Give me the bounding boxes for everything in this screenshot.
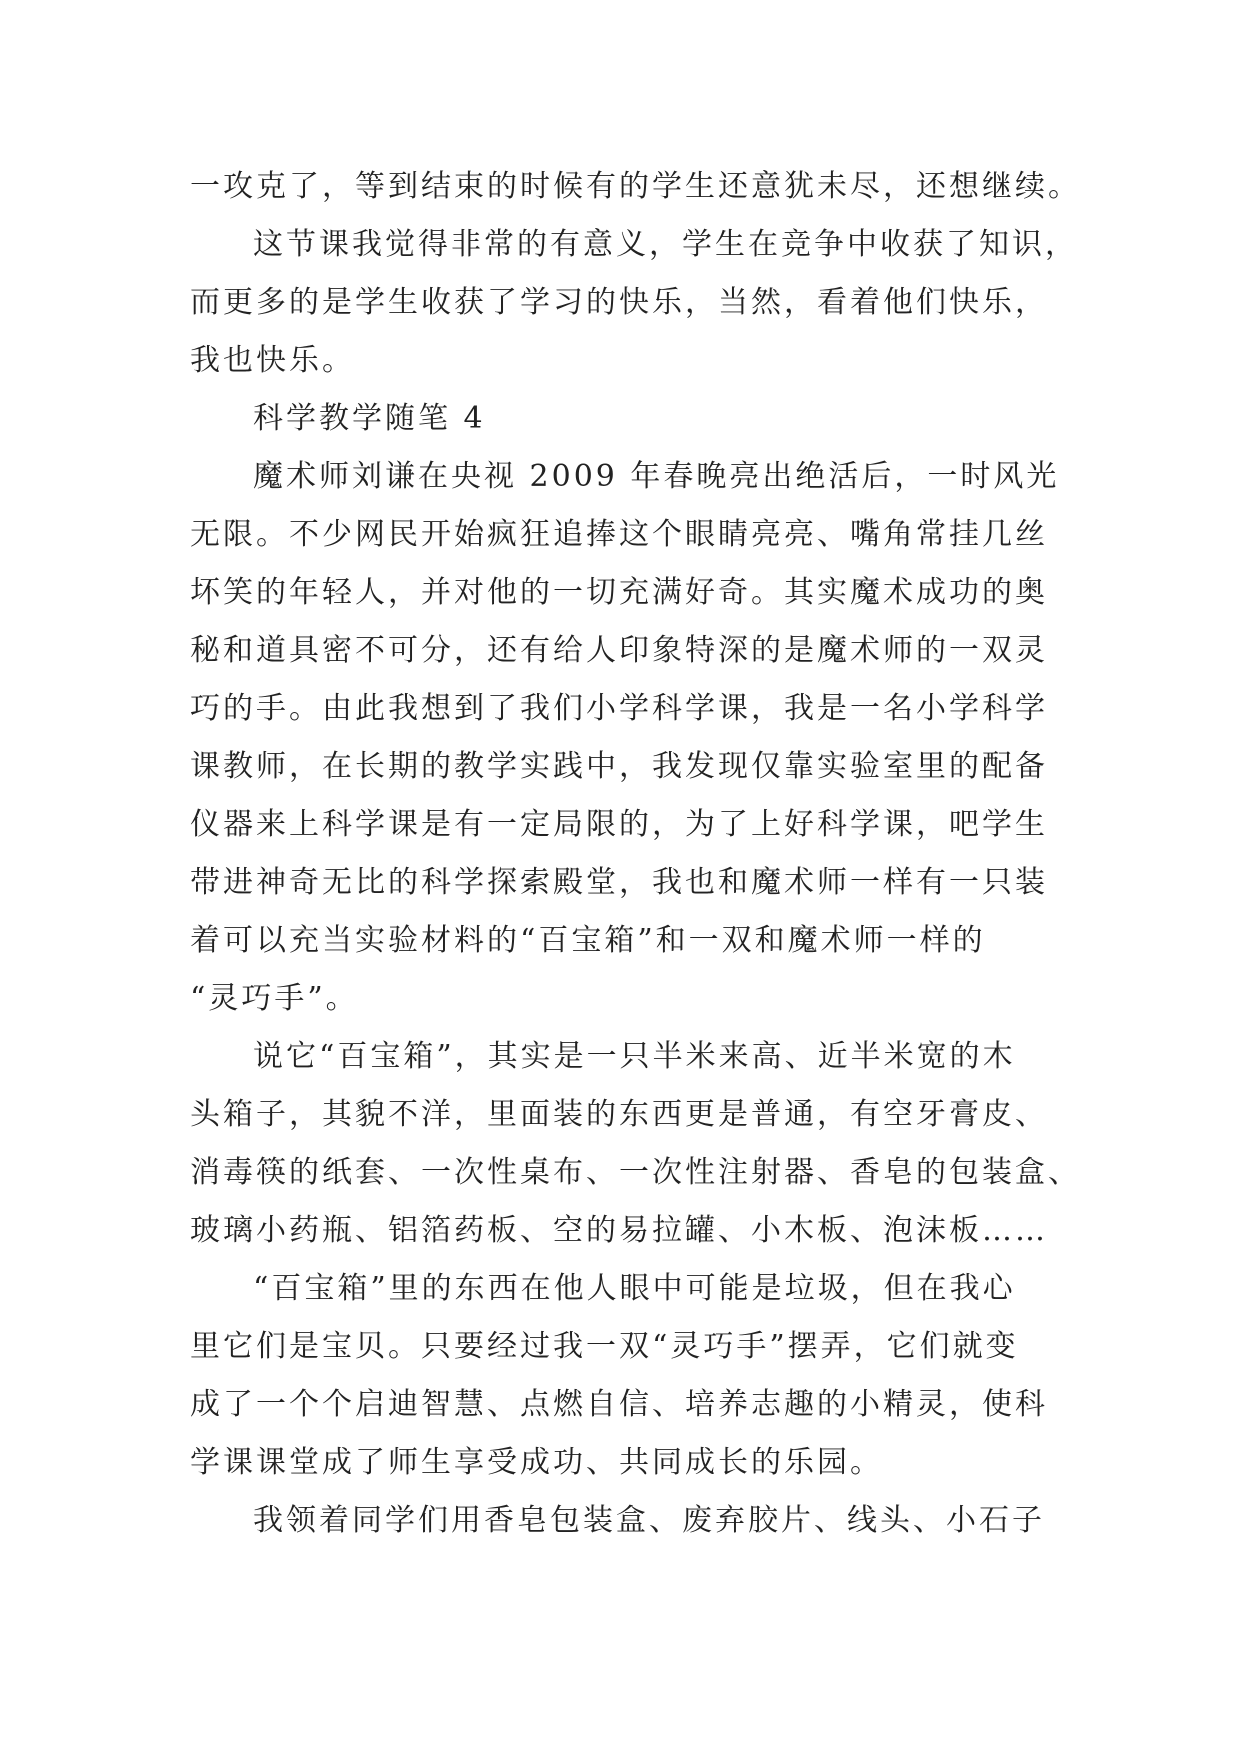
text-line: 玻璃小药瓶、铝箔药板、空的易拉罐、小木板、泡沫板…… — [190, 1213, 1048, 1248]
text-line: 消毒筷的纸套、一次性桌布、一次性注射器、香皂的包装盒、 — [190, 1155, 1081, 1190]
text-line: “灵巧手”。 — [190, 981, 359, 1016]
text-line: 学课课堂成了师生享受成功、共同成长的乐园。 — [190, 1445, 883, 1480]
text-line: 我也快乐。 — [190, 343, 355, 378]
paragraph — [190, 1028, 1081, 1260]
text-line: 成了一个个启迪智慧、点燃自信、培养志趣的小精灵，使科 — [190, 1387, 1048, 1422]
document-body — [190, 158, 1081, 1550]
text-line: 一攻克了，等到结束的时候有的学生还意犹未尽，还想继续。 — [190, 169, 1081, 204]
text-line: 无限。不少网民开始疯狂追捧这个眼睛亮亮、嘴角常挂几丝 — [190, 517, 1048, 552]
text-line: 课教师，在长期的教学实践中，我发现仅靠实验室里的配备 — [190, 749, 1048, 784]
paragraph — [190, 1260, 1070, 1492]
text-line: 而更多的是学生收获了学习的快乐，当然，看着他们快乐， — [190, 285, 1048, 320]
text-line: “百宝箱”里的东西在他人眼中可能是垃圾，但在我心 — [253, 1271, 1016, 1306]
text-line: 坏笑的年轻人，并对他的一切充满好奇。其实魔术成功的奥 — [190, 575, 1048, 610]
text-line: 巧的手。由此我想到了我们小学科学课，我是一名小学科学 — [190, 691, 1048, 726]
text-line: 里它们是宝贝。只要经过我一双“灵巧手”摆弄，它们就变 — [190, 1329, 1019, 1364]
text-line: 仪器来上科学课是有一定局限的，为了上好科学课，吧学生 — [190, 807, 1048, 842]
heading-text: 科学教学随笔 4 — [253, 401, 486, 436]
paragraph — [190, 216, 1078, 390]
text-line: 这节课我觉得非常的有意义，学生在竞争中收获了知识， — [253, 227, 1078, 262]
text-line: 带进神奇无比的科学探索殿堂，我也和魔术师一样有一只装 — [190, 865, 1048, 900]
paragraph — [190, 1492, 1070, 1550]
text-line: 我领着同学们用香皂包装盒、废弃胶片、线头、小石子 — [253, 1503, 1045, 1538]
text-line: 说它“百宝箱”，其实是一只半米来高、近半米宽的木 — [253, 1039, 1016, 1074]
text-line: 头箱子，其貌不洋，里面装的东西更是普通，有空牙膏皮、 — [190, 1097, 1048, 1132]
text-line: 着可以充当实验材料的“百宝箱”和一双和魔术师一样的 — [190, 923, 986, 958]
paragraph — [190, 448, 1070, 1028]
paragraph — [190, 158, 1081, 216]
text-line: 秘和道具密不可分，还有给人印象特深的是魔术师的一双灵 — [190, 633, 1048, 668]
text-line: 魔术师刘谦在央视 2009 年春晚亮出绝活后，一时风光 — [253, 459, 1060, 494]
section-heading — [190, 390, 1070, 448]
